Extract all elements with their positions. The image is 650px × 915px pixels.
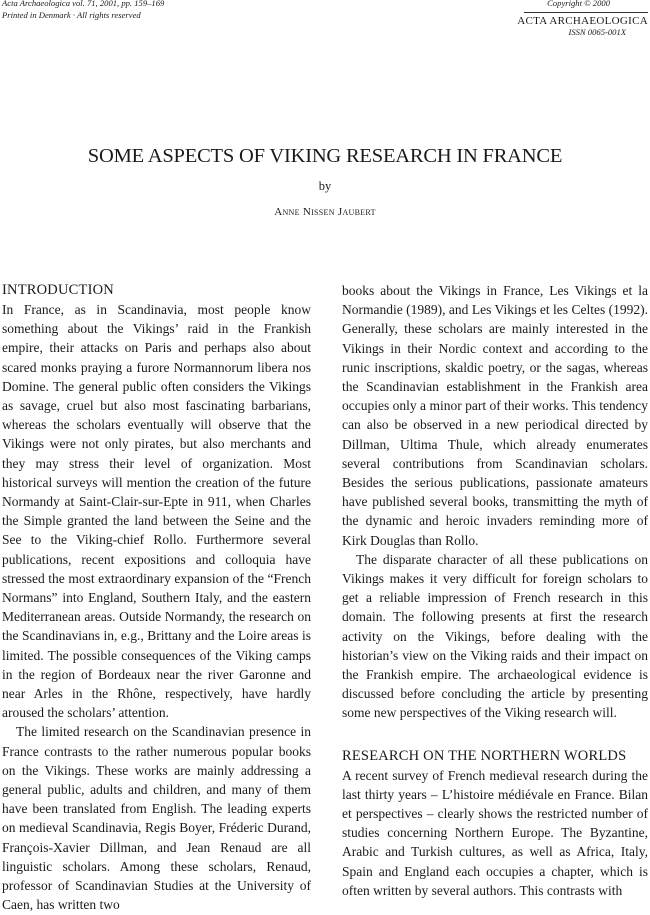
intro-heading: INTRODUCTION bbox=[2, 282, 114, 298]
journal-masthead bbox=[517, 0, 648, 38]
masthead-rule bbox=[524, 12, 648, 13]
section-gap bbox=[342, 723, 648, 747]
journal-name: ACTA ARCHAEOLOGICA bbox=[517, 15, 648, 27]
author-name: Anne Nissen Jaubert bbox=[274, 206, 376, 218]
northern-worlds-paragraph: A recent survey of French medieval research during the last thirty years – L’histoire médiévale en France. Bilan et perspectives – clearly shows the restricted number of studies concerning Northern Europe. The Byzantine, Arabic and Turkish cultures, as well as Africa, Italy, Spain and England each occupies a chapter, which is often written by several authors. This contrasts with bbox=[342, 767, 648, 898]
right-paragraph-2: The disparate character of all these publications on Vikings makes it very difficult for foreign scholars to get a reliable impression of French research in this domain. The following presents at first the research activity on the Vikings, before dealing with the historian’s view on the Viking raids and their impact on the Frankish empire. The archaeological evidence is discussed before concluding the article by presenting some new perspectives of the Viking research will. bbox=[342, 551, 648, 721]
copyright-line: Copyright © 2000 bbox=[547, 0, 610, 8]
byline-by: by bbox=[318, 179, 332, 193]
printed-line: Printed in Denmark · All rights reserved bbox=[2, 9, 141, 20]
article-title: SOME ASPECTS OF VIKING RESEARCH IN FRANCE bbox=[87, 145, 563, 167]
right-paragraph-1: books about the Vikings in France, Les Vikings et la Normandie (1989), and Les Vikings et les Celtes (1992). Generally, these scholars are mainly interested in the Vikings in their Nordic context and according to the runic inscriptions, skaldic poetry, or the sagas, whereas the Scandinavian establishment in the Frankish area occupies only a minor part of their works. This tendency can also be observed in a new periodical directed by Dillman, Ultima Thule, which already enumerates several contributions from Scandinavian scholars. Besides the serious publications, passionate amateurs have published several books, transmitting the myth of the dynamic and heroic invaders reminding more of Kirk Douglas than Rollo. bbox=[342, 283, 648, 548]
issn-line: ISSN 0065-001X bbox=[568, 27, 626, 37]
intro-paragraph-2: The limited research on the Scandinavian presence in France contrasts to the rather numerous popular books on the Vikings. These works are mainly addressing a general public, adults and children, and many of them have been translated from English. The leading experts on medieval Scandinavia, Regis Boyer, Fréderic Durand, François-Xavier Dillman, and Jean Renaud are all linguistic scholars. Among these scholars, Renaud, professor of Scandinavian Studies at the University of Caen, has written two bbox=[2, 724, 311, 913]
intro-paragraph-1: In France, as in Scandinavia, most people know something about the Vikings’ raid in the Frankish empire, their attacks on Paris and perhaps also about scared monks praying a furore Normannorum libera nos Domine. The general public often considers the Vikings as savage, cruel but also most fascinating barbarians, whereas the scholars eventually will observe that the Vikings were not only pirates, but also merchants and they may stress their level of organization. Most historical surveys will mention the creation of the future Normandy at Saint-Clair-sur-Epte in 911, when Charles the Simple granted the land between the Seine and the See to the Viking-chief Rollo. Furthermore several publications, recent expositions and colloquia have stressed the most extraordinary expansion of the “French Normans” into England, Southern Italy, and the eastern Mediterranean areas. Outside Normandy, the research on the Scandinavians in, e.g., Brittany and the Loire areas is limited. The possible consequences of the Viking camps in the region of Bordeaux near the river Garonne and near Arles in the Rhône, respectively, have hardly aroused the scholars’ attention. bbox=[2, 302, 311, 721]
journal-citation bbox=[2, 0, 164, 21]
northern-worlds-heading: RESEARCH ON THE NORTHERN WORLDS bbox=[342, 747, 627, 764]
right-column bbox=[342, 281, 648, 900]
left-column bbox=[2, 281, 311, 915]
journal-line: Acta Archaeologica vol. 71, 2001, pp. 159–169 bbox=[2, 0, 165, 8]
